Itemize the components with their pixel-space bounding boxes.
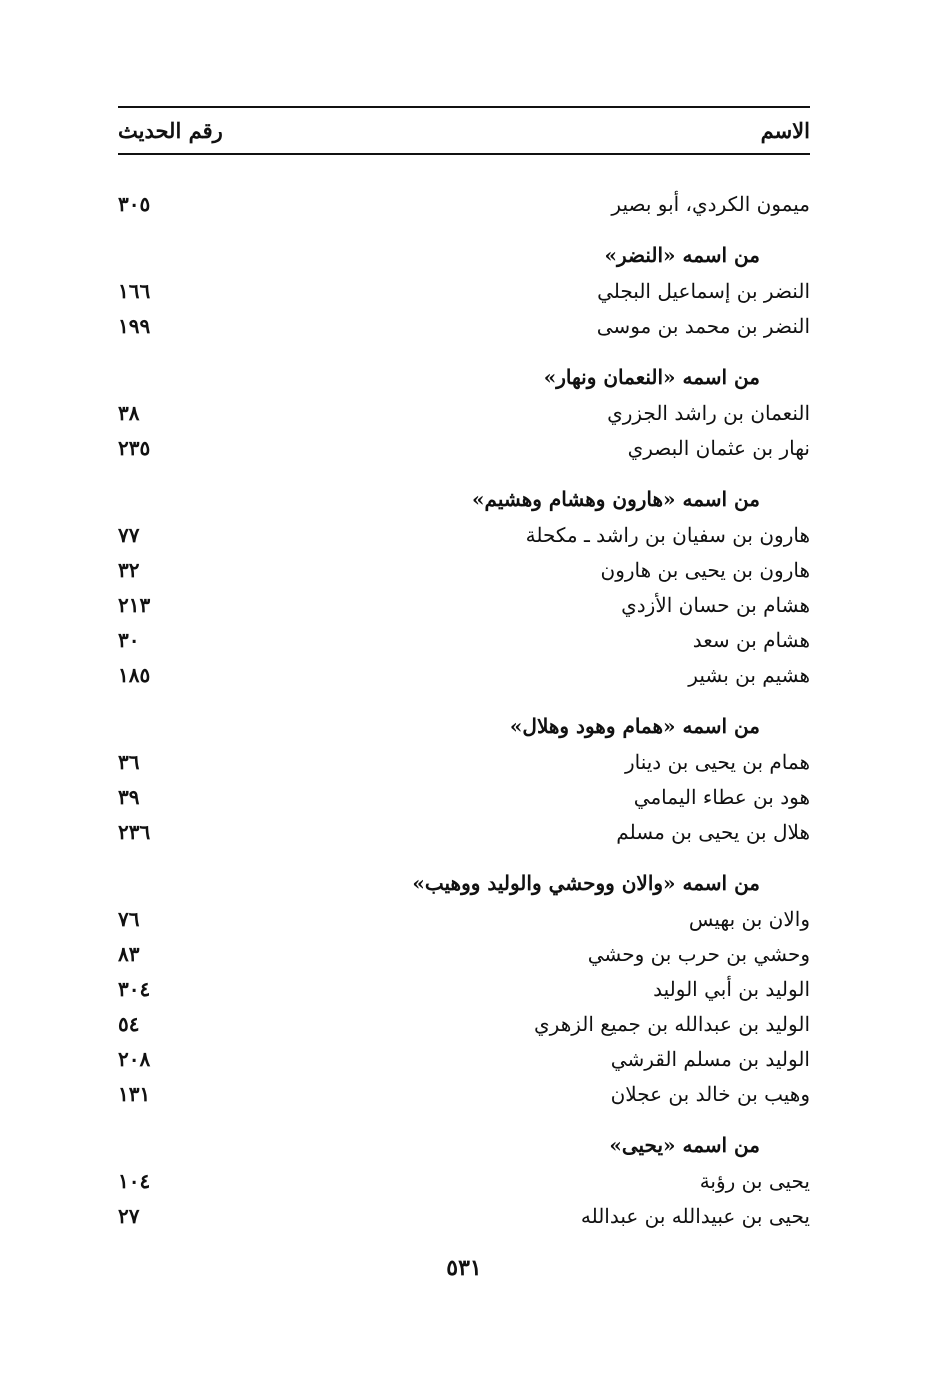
hadith-number: ٧٧ xyxy=(118,522,140,547)
narrator-name: هشام بن حسان الأزدي xyxy=(621,592,810,617)
index-entry-row xyxy=(118,744,810,779)
hadith-number: ٢٣٥ xyxy=(118,435,151,460)
narrator-name: نهار بن عثمان البصري xyxy=(627,435,810,460)
hadith-number: ٣٠٥ xyxy=(118,191,151,216)
narrator-name: الوليد بن مسلم القرشي xyxy=(610,1046,810,1071)
index-entry-row xyxy=(118,273,810,308)
hadith-number: ١٣١ xyxy=(118,1081,151,1106)
hadith-number: ٢٣٦ xyxy=(118,819,151,844)
section-heading: من اسمه «يحيى» xyxy=(609,1133,760,1157)
hadith-number: ١٠٤ xyxy=(118,1168,151,1193)
hadith-number: ٧٦ xyxy=(118,906,140,931)
narrator-name: النضر بن إسماعيل البجلي xyxy=(597,278,810,303)
index-entry-row xyxy=(118,517,810,552)
index-body xyxy=(118,186,810,1233)
hadith-number: ٣٨ xyxy=(118,400,140,425)
index-entry-row xyxy=(118,1006,810,1041)
hadith-number: ١٦٦ xyxy=(118,278,151,303)
hadith-number: ٨٣ xyxy=(118,941,140,966)
index-entry-row xyxy=(118,1041,810,1076)
index-entry-row xyxy=(118,901,810,936)
hadith-number: ١٨٥ xyxy=(118,662,151,687)
narrator-name: هارون بن سفيان بن راشد ـ مكحلة xyxy=(525,522,810,547)
narrator-name: ميمون الكردي، أبو بصير xyxy=(611,191,810,216)
index-entry-row xyxy=(118,430,810,465)
name-column-header: الاسم xyxy=(760,117,810,143)
index-page xyxy=(118,0,810,1380)
index-entry-row xyxy=(118,587,810,622)
index-entry-row xyxy=(118,814,810,849)
narrator-name: هود بن عطاء اليمامي xyxy=(633,784,810,809)
narrator-name: هشام بن سعد xyxy=(692,627,810,652)
hadith-number: ٣٠٤ xyxy=(118,976,151,1001)
narrator-name: وحشي بن حرب بن وحشي xyxy=(587,941,810,966)
section-heading: من اسمه «هارون وهشام وهشيم» xyxy=(472,487,760,511)
index-entry-row xyxy=(118,622,810,657)
index-entry-row xyxy=(118,936,810,971)
narrator-name: يحيى بن رؤبة xyxy=(699,1168,810,1193)
narrator-name: همام بن يحيى بن دينار xyxy=(624,749,810,774)
narrator-name: هارون بن يحيى بن هارون xyxy=(600,557,810,582)
index-entry-row xyxy=(118,1163,810,1198)
section-heading: من اسمه «النضر» xyxy=(604,243,760,267)
header-bottom-rule xyxy=(118,153,810,155)
hadith-number: ٢٠٨ xyxy=(118,1046,151,1071)
narrator-name: الوليد بن أبي الوليد xyxy=(653,976,810,1001)
section-heading: من اسمه «النعمان ونهار» xyxy=(543,365,760,389)
hadith-number: ٣٩ xyxy=(118,784,140,809)
index-entry-row xyxy=(118,1198,810,1233)
hadith-number: ٥٤ xyxy=(118,1011,140,1036)
hadith-number: ٢٧ xyxy=(118,1203,140,1228)
narrator-name: هلال بن يحيى بن مسلم xyxy=(616,819,810,844)
index-entry-row xyxy=(118,395,810,430)
hadith-number: ٣٠ xyxy=(118,627,140,652)
index-entry-row xyxy=(118,657,810,692)
narrator-name: النضر بن محمد بن موسى xyxy=(596,313,810,338)
number-column-header: رقم الحديث xyxy=(118,117,223,143)
narrator-name: النعمان بن راشد الجزري xyxy=(607,400,810,425)
narrator-name: يحيى بن عبيدالله بن عبدالله xyxy=(580,1203,810,1228)
narrator-name: وهيب بن خالد بن عجلان xyxy=(610,1081,810,1106)
narrator-name: والان بن بهيس xyxy=(688,906,810,931)
hadith-number: ٣٢ xyxy=(118,557,140,582)
narrator-name: هشيم بن بشير xyxy=(688,662,810,687)
hadith-number: ٣٦ xyxy=(118,749,140,774)
section-heading: من اسمه «همام وهود وهلال» xyxy=(509,714,760,738)
table-header xyxy=(118,112,810,148)
index-entry-row xyxy=(118,552,810,587)
index-entry-row xyxy=(118,1076,810,1111)
index-entry-row xyxy=(118,308,810,343)
hadith-number: ٢١٣ xyxy=(118,592,151,617)
narrator-name: الوليد بن عبدالله بن جميع الزهري xyxy=(534,1011,810,1036)
hadith-number: ١٩٩ xyxy=(118,313,151,338)
section-heading: من اسمه «والان ووحشي والوليد ووهيب» xyxy=(412,871,760,895)
page-number: ٥٣١ xyxy=(446,1255,482,1281)
index-entry-row xyxy=(118,779,810,814)
index-entry-row xyxy=(118,971,810,1006)
index-entry-row xyxy=(118,186,810,221)
header-top-rule xyxy=(118,106,810,108)
